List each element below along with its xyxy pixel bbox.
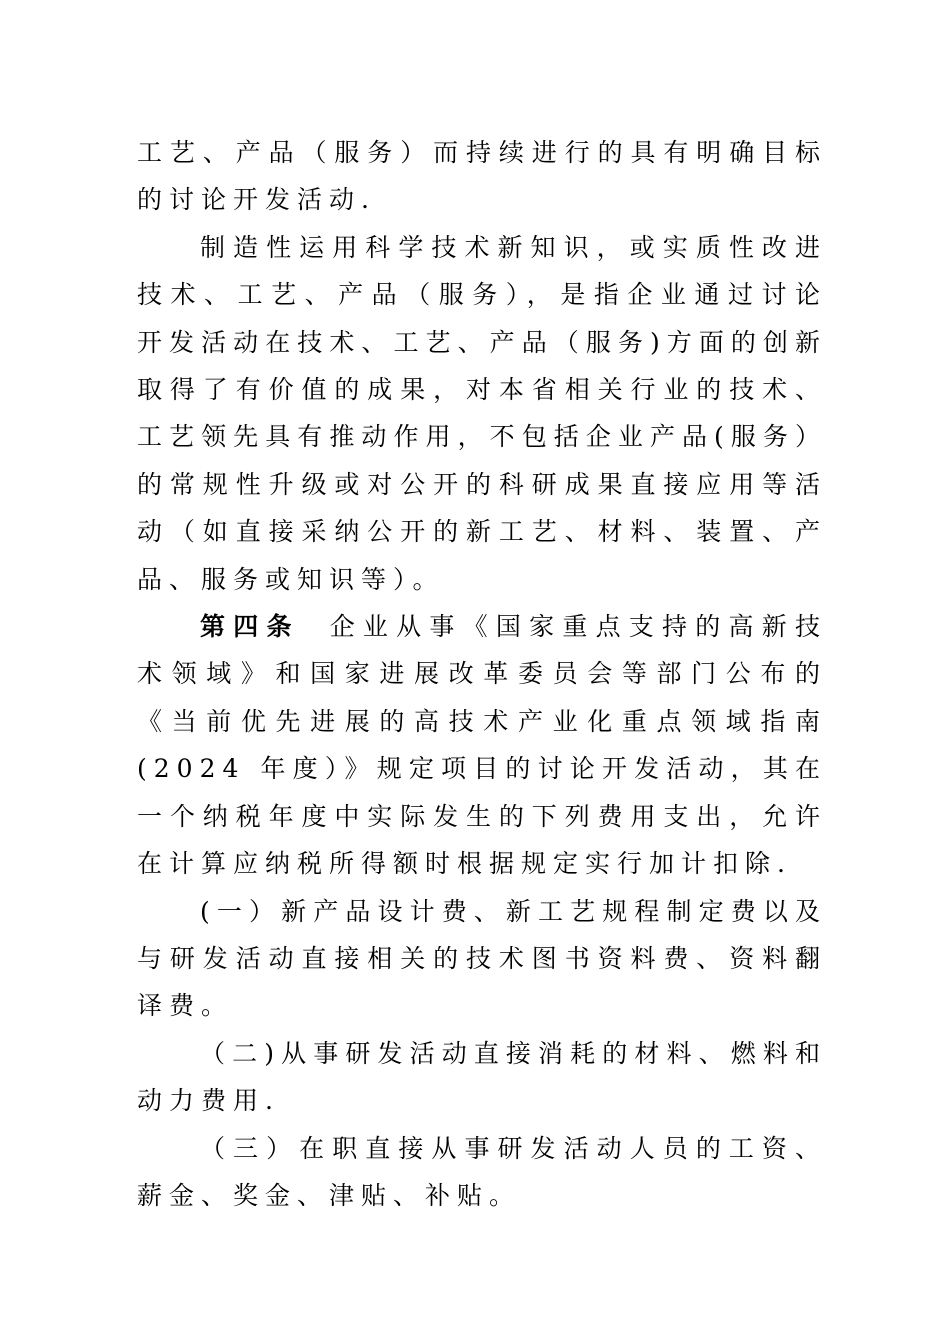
paragraph-text: (一）新产品设计费、新工艺规程制定费以及与研发活动直接相关的技术图书资料费、资料翻译费。 bbox=[137, 896, 827, 1021]
document-body bbox=[137, 129, 827, 1219]
paragraph-article-four bbox=[137, 603, 827, 887]
paragraph-item-one bbox=[137, 888, 827, 1030]
paragraph-text: 制造性运用科学技术新知识，或实质性改进技术、工艺、产品（服务），是指企业通过讨论开发活动在技术、工艺、产品（服务)方面的创新取得了有价值的成果，对本省相关行业的技术、工艺领先具有推动作用，不包括企业产品(服务）的常规性升级或对公开的科研成果直接应用等活动（如直接采纳公开的新工艺、材料、装置、产品、服务或知识等）。 bbox=[137, 232, 827, 594]
paragraph-innovation-definition bbox=[137, 224, 827, 603]
paragraph-text: 工艺、产品（服务）而持续进行的具有明确目标的讨论开发活动. bbox=[137, 138, 827, 215]
paragraph-text: （二)从事研发活动直接消耗的材料、燃料和动力费用. bbox=[137, 1038, 827, 1116]
article-label: 第四条 bbox=[200, 612, 300, 642]
paragraph-text: 企业从事《国家重点支持的高新技术领域》和国家进展改革委员会等部门公布的《当前优先进展的高技术产业化重点领域指南(2024 年度）》规定项目的讨论开发活动，其在一个纳税年度中实际发生的下列费用支出，允许在计算应纳税所得额时根据规定实行加计扣除. bbox=[137, 612, 827, 879]
paragraph-text: （三）在职直接从事研发活动人员的工资、薪金、奖金、津贴、补贴。 bbox=[137, 1133, 827, 1210]
paragraph-item-two bbox=[137, 1030, 827, 1125]
paragraph-item-three bbox=[137, 1125, 827, 1220]
paragraph-continuation bbox=[137, 129, 827, 224]
